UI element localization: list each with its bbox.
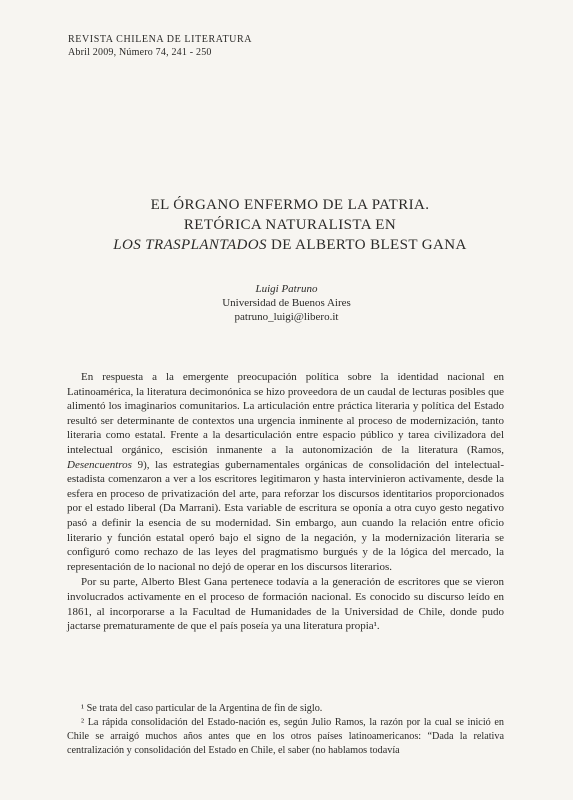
author-email: patruno_luigi@libero.it (234, 311, 339, 323)
title-line-3-rest: DE ALBERTO BLEST GANA (266, 237, 467, 253)
issue-info: Abril 2009, Número 74, 241 - 250 (68, 47, 212, 58)
running-header (68, 33, 252, 59)
article-title (40, 195, 540, 255)
title-line-3 (40, 235, 540, 255)
body-paragraph-1-text-a: En respuesta a la emergente preocupación política sobre la identidad nacional en Latinoamérica, la literatura decimonónica se hizo proveedora de un caudal de lecturas posibles que alimentó los imaginarios comunitarios. La articulación entre práctica literaria y política del Estado resultó ser determinante de contextos una urgencia inminente al proceso de modernización, tanto literaria como estatal. Frente a la desarticulación entre espacio público y tarea civilizadora del intelectual orgánico, escisión inmanente a la autonomización de la literatura (Ramos, (67, 371, 504, 456)
title-line-2: RETÓRICA NATURALISTA EN (183, 217, 397, 233)
body-paragraph-1-text-b: 9), las estrategias gubernamentales orgánicas de consolidación del intelectual-estadista comenzaron a ver a los escritores legitimaron y hasta intervinieron activamente, desde la esfera en proceso de privatización del arte, para reforzar los discursos identitarios proporcionados por el estado liberal (Da Marrani). Esta variable de escritura se oponía a otra cuyo gesto negativo pasó a definir la esencia de su modernidad. Sin embargo, aun cuando la relación entre oficio literario y función estatal operó bajo el signo de la negación, y la modernización literaria se configuró como rechazo de las leyes del pragmatismo burgués y de la lógica del mercado, la representación de lo nacional no dejó de operar en los discursos literarios. (67, 458, 504, 573)
body-paragraph-1 (67, 370, 504, 574)
title-line-1: EL ÓRGANO ENFERMO DE LA PATRIA. (150, 197, 430, 213)
footnote-2: ² La rápida consolidación del Estado-nación es, según Julio Ramos, la razón por la cual se inició en Chile se arraigó muchos años antes que en los otros países latinoamericanos: “Dada la relativa centralización y consolidación del Estado en Chile, el saber (no hablamos todavía (67, 717, 504, 756)
body-paragraph-1-italic: Desencuentros (67, 458, 132, 471)
author-name: Luigi Patruno (255, 283, 318, 295)
footnotes (67, 702, 504, 758)
body-paragraph-2: Por su parte, Alberto Blest Gana pertenece todavía a la generación de escritores que se vieron involucrados activamente en el proceso de formación nacional. Es conocido su discurso leído en 1861, al incorporarse a la Facultad de Humanidades de la Universidad de Chile, donde pudo jactarse prematuramente de que el país poseía ya una literatura propia¹. (67, 576, 504, 633)
footnote-1: ¹ Se trata del caso particular de la Argentina de fin de siglo. (81, 703, 323, 714)
title-italic-work: LOS TRASPLANTADOS (113, 237, 267, 253)
author-block (0, 282, 573, 324)
article-body (67, 370, 504, 634)
journal-name: REVISTA CHILENA DE LITERATURA (68, 34, 253, 45)
author-affiliation: Universidad de Buenos Aires (222, 297, 351, 309)
